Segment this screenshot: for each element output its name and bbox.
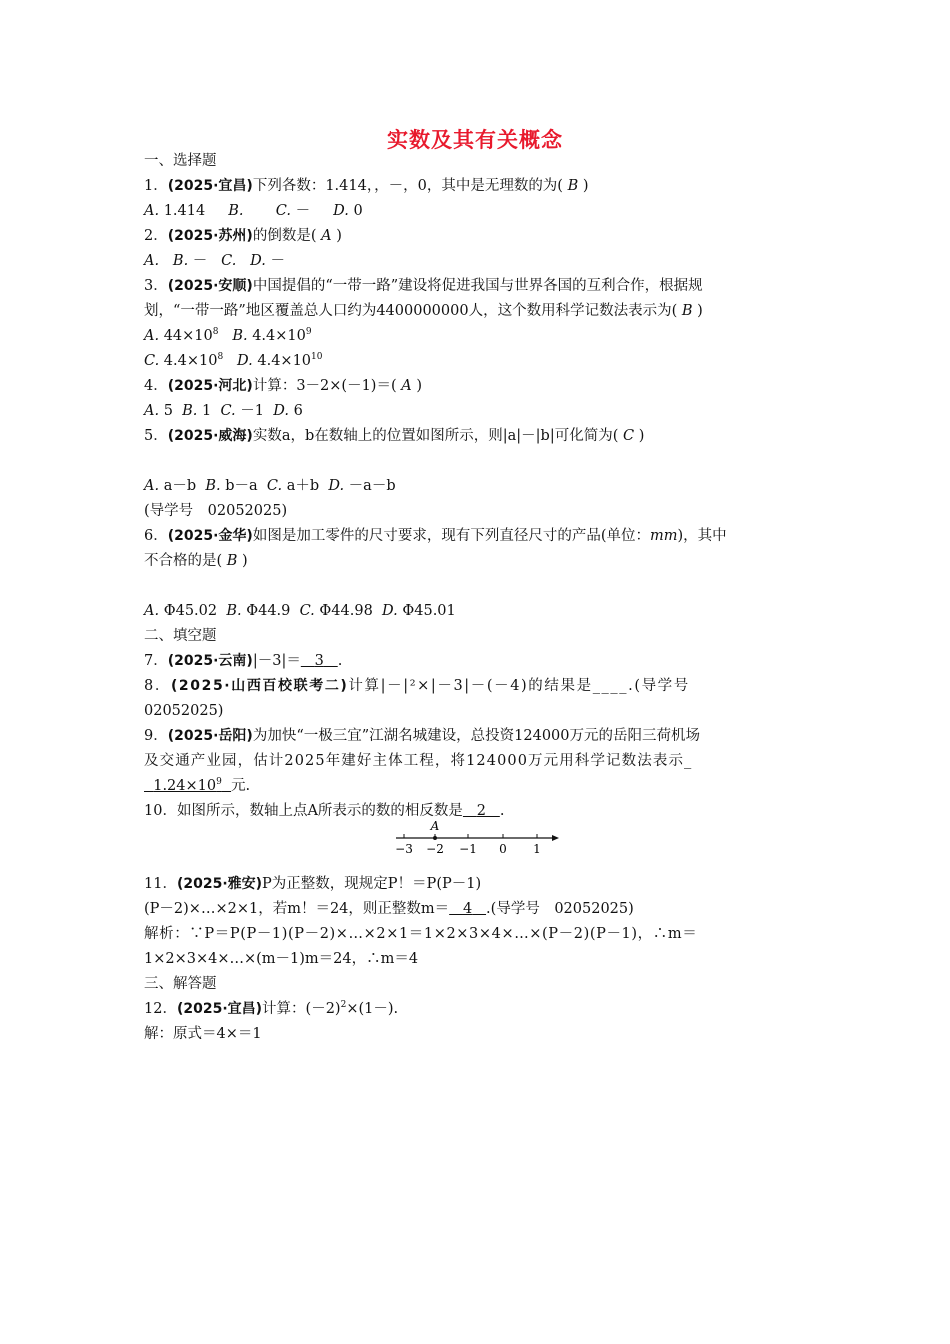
section-heading-choice: 一、选择题 xyxy=(144,153,217,169)
option-text: Φ45.02 xyxy=(163,603,218,619)
option-label: D. xyxy=(382,603,398,619)
question-4 xyxy=(144,376,808,396)
question-text: 实数a，b在数轴上的位置如图所示，则|a|－|b|可化简为( xyxy=(252,428,619,444)
question-text: ) xyxy=(242,553,248,569)
answer: B xyxy=(226,553,238,569)
question-text: 如图是加工零件的尺寸要求，现有下列直径尺寸的产品(单位： xyxy=(252,528,650,544)
option-label: C. xyxy=(275,203,291,219)
option-text: 6 xyxy=(293,403,303,419)
answer: 4 xyxy=(462,901,473,917)
question-text: |－3|＝ xyxy=(252,653,301,669)
answer: A xyxy=(401,378,412,394)
option-text: － xyxy=(192,253,208,269)
point-a-label: A xyxy=(430,819,440,833)
option-text: －a－b xyxy=(348,478,396,494)
question-text: 下列各数：1.414，，－，0，其中是无理数的为( xyxy=(252,178,563,194)
question-text: ) xyxy=(638,428,645,444)
question-text: 中国提倡的“一带一路”建设将促进我国与世界各国的互利合作，根据规 xyxy=(252,278,703,294)
option-exponent: 8 xyxy=(217,352,224,363)
option-exponent: 9 xyxy=(305,327,312,338)
answer: B xyxy=(567,178,579,194)
option-label: A. xyxy=(144,403,160,419)
question-text: 如图所示，数轴上点A所表示的数的相反数是 xyxy=(176,803,463,819)
question-text: . xyxy=(499,803,505,819)
option-text: 44×10 xyxy=(163,328,213,344)
tick-label: −2 xyxy=(426,842,444,856)
question-8 xyxy=(144,676,808,696)
number-line-figure xyxy=(392,818,562,860)
options-3a xyxy=(144,326,808,346)
question-text: 划，“一带一路”地区覆盖总人口约为4400000000人，这个数用科学记数法表示为( xyxy=(144,303,678,319)
question-number: 1． xyxy=(144,178,168,194)
question-text: P为正整数，现规定P！＝P(P－1) xyxy=(262,876,482,892)
question-text: (P－2)×…×2×1，若m！＝24，则正整数m＝ xyxy=(144,901,450,917)
question-text: 计算：3－2×(－1)＝( xyxy=(252,378,397,394)
question-text: ) xyxy=(416,378,422,394)
question-number: 7． xyxy=(144,653,168,669)
arrow-icon xyxy=(552,835,559,841)
option-label: A. xyxy=(144,203,160,219)
answer: 3 xyxy=(314,653,324,669)
solution-12: 解：原式＝4×＝1 xyxy=(144,1026,262,1042)
option-label: B. xyxy=(232,328,248,344)
answer-blank xyxy=(144,778,231,794)
question-source: (2025·宜昌) xyxy=(176,1001,263,1017)
question-source: (2025·河北) xyxy=(167,378,253,394)
option-text: 1 xyxy=(202,403,212,419)
question-5 xyxy=(144,426,808,446)
solution-11-line-1: 解析：∵P＝P(P－1)(P－2)×…×2×1＝1×2×3×4×…×(P－2)(P－1)，∴m＝ xyxy=(144,926,698,942)
question-text: 计算：(－2) xyxy=(262,1001,341,1017)
option-label: B. xyxy=(228,203,244,219)
options-2 xyxy=(144,251,808,271)
option-text: 1.414 xyxy=(163,203,206,219)
option-text: 0 xyxy=(353,203,363,219)
options-4 xyxy=(144,401,808,421)
option-text: 4.4×10 xyxy=(257,353,312,369)
option-exponent: 10 xyxy=(311,352,323,363)
page-title: 实数及其有关概念 xyxy=(387,128,563,152)
question-source: (2025·威海) xyxy=(167,428,253,444)
option-text: Φ44.9 xyxy=(246,603,291,619)
option-label: D. xyxy=(250,253,266,269)
option-label: B. xyxy=(172,253,189,269)
options-6 xyxy=(144,601,808,621)
question-number: 4． xyxy=(144,378,168,394)
question-source: (2025·岳阳) xyxy=(167,728,253,744)
question-text: )，其中 xyxy=(677,528,727,544)
question-source: (2025·苏州) xyxy=(167,228,253,244)
section-heading-fill: 二、填空题 xyxy=(144,628,217,644)
option-label: D. xyxy=(333,203,349,219)
option-text: 5 xyxy=(163,403,173,419)
options-3b xyxy=(144,351,808,371)
tick-label: −1 xyxy=(459,842,477,856)
option-text: －1 xyxy=(240,403,265,419)
question-1 xyxy=(144,176,808,196)
question-text: ×(1－). xyxy=(346,1001,399,1017)
question-number: 10． xyxy=(144,803,177,819)
option-label: C. xyxy=(266,478,283,494)
option-text: 4.4×10 xyxy=(252,328,306,344)
question-3 xyxy=(144,276,808,296)
option-label: C. xyxy=(221,253,237,269)
question-8-cont: 02052025) xyxy=(144,703,224,719)
answer: B xyxy=(681,303,693,319)
tick-label: 0 xyxy=(499,842,507,856)
question-text: 为加快“一极三宜”江湖名城建设，总投资124000万元的岳阳三荷机场 xyxy=(252,728,701,744)
question-number: 6． xyxy=(144,528,168,544)
option-label: A. xyxy=(144,478,160,494)
question-6-cont xyxy=(144,551,808,571)
option-exponent: 8 xyxy=(212,327,219,338)
answer: 2 xyxy=(476,803,486,819)
option-label: C. xyxy=(299,603,315,619)
option-text: b－a xyxy=(225,478,258,494)
question-number: 5． xyxy=(144,428,168,444)
question-text: 计算|－|²×|－3|－(－4)的结果是 xyxy=(348,678,593,694)
option-text: Φ44.98 xyxy=(319,603,373,619)
tick-label: 1 xyxy=(533,842,541,856)
question-text: .(导学号 xyxy=(628,678,690,694)
option-text: Φ45.01 xyxy=(402,603,456,619)
answer: A xyxy=(321,228,332,244)
options-5 xyxy=(144,476,808,496)
question-source: (2025·云南) xyxy=(167,653,253,669)
option-text: a－b xyxy=(163,478,197,494)
question-text: ) xyxy=(697,303,703,319)
guide-number-5: (导学号 02052025) xyxy=(144,503,288,519)
number-line-svg xyxy=(392,818,562,860)
question-9 xyxy=(144,726,808,746)
option-label: D. xyxy=(237,353,253,369)
question-text: . xyxy=(337,653,343,669)
unit: mm xyxy=(649,528,678,544)
answer: C xyxy=(623,428,635,444)
option-label: D. xyxy=(273,403,289,419)
question-source: (2025·雅安) xyxy=(176,876,263,892)
question-number: 8． xyxy=(144,678,171,694)
option-text: a＋b xyxy=(286,478,320,494)
question-text: 不合格的是( xyxy=(144,553,223,569)
question-text: ) xyxy=(336,228,342,244)
tick-label: −3 xyxy=(395,842,413,856)
option-label: C. xyxy=(220,403,236,419)
question-2 xyxy=(144,226,808,246)
question-source: (2025·金华) xyxy=(167,528,253,544)
question-number: 12． xyxy=(144,1001,177,1017)
answer-blank xyxy=(301,653,338,669)
option-label: C. xyxy=(144,353,160,369)
answer-blank xyxy=(449,901,486,917)
option-text: － xyxy=(270,253,285,269)
option-label: A. xyxy=(144,253,160,269)
question-number: 9． xyxy=(144,728,168,744)
question-text: .(导学号 02052025) xyxy=(486,901,634,917)
option-label: A. xyxy=(144,328,160,344)
question-9-answer xyxy=(144,776,808,796)
point-a-dot xyxy=(433,836,437,840)
question-text: 的倒数是( xyxy=(252,228,317,244)
question-7 xyxy=(144,651,808,671)
question-text: ) xyxy=(582,178,589,194)
question-12 xyxy=(144,999,808,1019)
question-source: (2025·安顺) xyxy=(167,278,253,294)
question-text: 元. xyxy=(231,778,251,794)
question-9-cont: 及交通产业园，估计2025年建好主体工程，将124000万元用科学记数法表示_ xyxy=(144,753,693,769)
option-label: B. xyxy=(182,403,198,419)
option-text: － xyxy=(295,203,311,219)
question-number: 2． xyxy=(144,228,168,244)
answer-exponent: 9 xyxy=(216,777,222,788)
answer: 1.24×10 xyxy=(153,778,217,794)
question-number: 3． xyxy=(144,278,168,294)
option-label: D. xyxy=(328,478,345,494)
option-label: B. xyxy=(226,603,242,619)
question-3-cont xyxy=(144,301,808,321)
exponent: 2 xyxy=(340,1000,347,1011)
question-number: 11． xyxy=(144,876,177,892)
question-11-cont xyxy=(144,899,808,919)
option-text: 4.4×10 xyxy=(163,353,218,369)
question-source: (2025·宜昌) xyxy=(167,178,253,194)
option-label: B. xyxy=(205,478,221,494)
solution-11-line-2: 1×2×3×4×…×(m－1)m＝24，∴m＝4 xyxy=(144,951,419,967)
question-6 xyxy=(144,526,808,546)
section-heading-answer: 三、解答题 xyxy=(144,976,217,992)
option-label: A. xyxy=(144,603,160,619)
question-11 xyxy=(144,874,808,894)
answer-blank: ____ xyxy=(592,678,629,694)
answer-blank xyxy=(463,803,500,819)
question-source: (2025·山西百校联考二) xyxy=(170,678,349,694)
options-1 xyxy=(144,201,808,221)
